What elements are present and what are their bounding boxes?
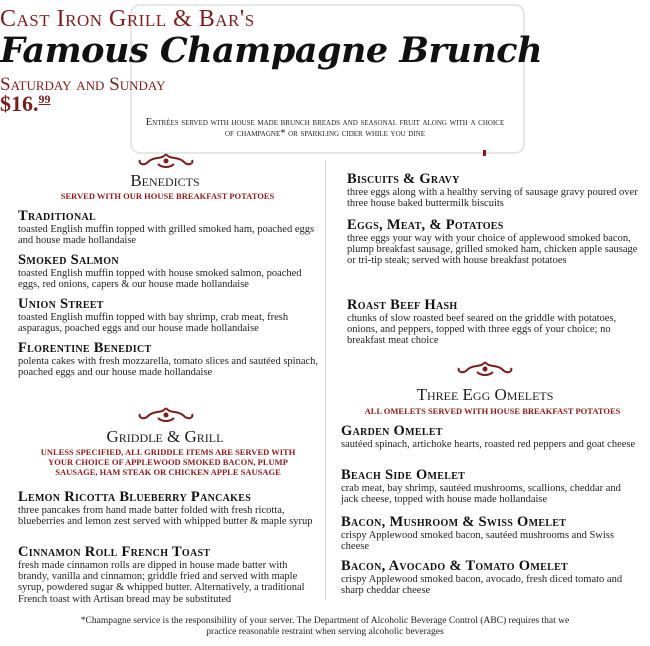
item-desc: three eggs your way with your choice of applewood smoked bacon, plump breakfast sausage, grilled smoked ham, chicken apple sausage or tri-tip steak; served with house breakfast potatoes [347, 233, 638, 267]
menu-days: Saturday and Sunday [0, 74, 166, 95]
menu-item [341, 424, 639, 450]
item-desc: three pancakes from hand made batter folded with fresh ricotta, blueberries and lemon zest served with whipped butter & maple syrup [18, 505, 313, 528]
item-name: Florentine Benedict [18, 340, 152, 356]
item-desc: toasted English muffin topped with grilled smoked ham, poached eggs and house made hollandaise [18, 224, 315, 247]
item-desc: crab meat, bay shrimp, sautéed mushrooms, scallions, cheddar and jack cheese, topped with house made hollandaise [341, 483, 621, 506]
item-name: Garden Omelet [341, 423, 443, 439]
griddle-title: Griddle & Grill [106, 427, 224, 446]
item-desc: three eggs along with a healthy serving of sausage gravy poured over three house baked buttermilk biscuits [347, 187, 638, 210]
menu-price [0, 91, 650, 117]
item-name: Biscuits & Gravy [347, 171, 460, 187]
item-desc: polenta cakes with fresh mozzarella, tomato slices and sautéed spinach, poached eggs and our house made hollandaise [18, 356, 319, 379]
menu-item [347, 172, 639, 209]
flourish-ornament-icon [136, 152, 196, 170]
item-desc: toasted English muffin topped with bay shrimp, crab meat, fresh asparagus, poached eggs and our house made hollandaise [18, 312, 289, 335]
item-name: Traditional [18, 208, 96, 224]
item-name: Cinnamon Roll French Toast [18, 544, 211, 560]
item-name: Lemon Ricotta Blueberry Pancakes [18, 489, 252, 505]
item-desc: sautéed spinach, artichoke hearts, roasted red peppers and goat cheese [341, 439, 636, 450]
menu-item [18, 490, 318, 527]
menu-title: Famous Champagne Brunch [0, 30, 543, 71]
menu-item [341, 515, 639, 552]
menu-item [18, 209, 318, 246]
menu-item [18, 341, 318, 378]
menu-item [341, 468, 639, 505]
item-desc: toasted English muffin topped with house smoked salmon, poached eggs, red onions, capers & our house made hollandaise [18, 268, 302, 291]
griddle-note: UNLESS SPECIFIED, ALL GRIDDLE ITEMS ARE SERVED WITH YOUR CHOICE OF APPLEWOOD SMOKED BACON, PLUMP SAUSAGE, HAM STEAK OR CHICKEN APPLE SAUSAGE [40, 447, 296, 477]
item-name: Bacon, Avocado & Tomato Omelet [341, 558, 569, 574]
menu-item [347, 298, 639, 347]
benedicts-title: Benedicts [130, 171, 200, 190]
restaurant-name: Cast Iron Grill & Bar's [0, 6, 255, 32]
item-name: Beach Side Omelet [341, 467, 466, 483]
omelets-note: ALL OMELETS SERVED WITH HOUSE BREAKFAST POTATOES [364, 406, 621, 416]
menu-intro: Entrées served with house made brunch breads and seasonal fruit along with a choice of champagne* or sparkling cider while you dine [145, 117, 505, 139]
benedicts-note: SERVED WITH OUR HOUSE BREAKFAST POTATOES [60, 191, 275, 201]
item-name: Roast Beef Hash [347, 297, 458, 313]
flourish-ornament-icon [455, 360, 515, 378]
column-divider [325, 160, 326, 600]
item-name: Bacon, Mushroom & Swiss Omelet [341, 514, 567, 530]
item-desc: chunks of slow roasted beef seared on the griddle with potatoes, onions, and peppers, topped with three eggs of your choice; no breakfast meat choice [347, 313, 617, 347]
menu-item [341, 559, 639, 596]
menu-item [18, 545, 318, 605]
item-desc: crispy Applewood smoked bacon, avocado, fresh diced tomato and sharp cheddar cheese [341, 574, 623, 597]
item-name: Eggs, Meat, & Potatoes [347, 217, 504, 233]
omelets-title: Three Egg Omelets [416, 385, 554, 404]
menu-item [347, 218, 639, 267]
item-desc: crispy Applewood smoked bacon, sautéed mushrooms and Swiss cheese [341, 530, 614, 553]
item-name: Union Street [18, 296, 104, 312]
menu-item [18, 253, 318, 290]
price-dollars: $16. [0, 91, 39, 116]
decorative-dot [483, 150, 486, 156]
item-desc: fresh made cinnamon rolls are dipped in house made batter with brandy, vanilla and cinnamon; griddle fried and served with maple syrup, powdered sugar & whipped butter. Alternatively, a traditional French toast with Artisan bread may be substituted [18, 560, 305, 605]
price-cents: 99 [38, 92, 51, 106]
flourish-ornament-icon [136, 406, 196, 424]
item-name: Smoked Salmon [18, 252, 119, 268]
footer-disclaimer: *Champagne service is the responsibility of your server. The Department of Alcoholic Beverage Control (ABC) requires that we practice reasonable restraint when serving alcoholic beverages [80, 616, 570, 637]
menu-item [18, 297, 318, 334]
